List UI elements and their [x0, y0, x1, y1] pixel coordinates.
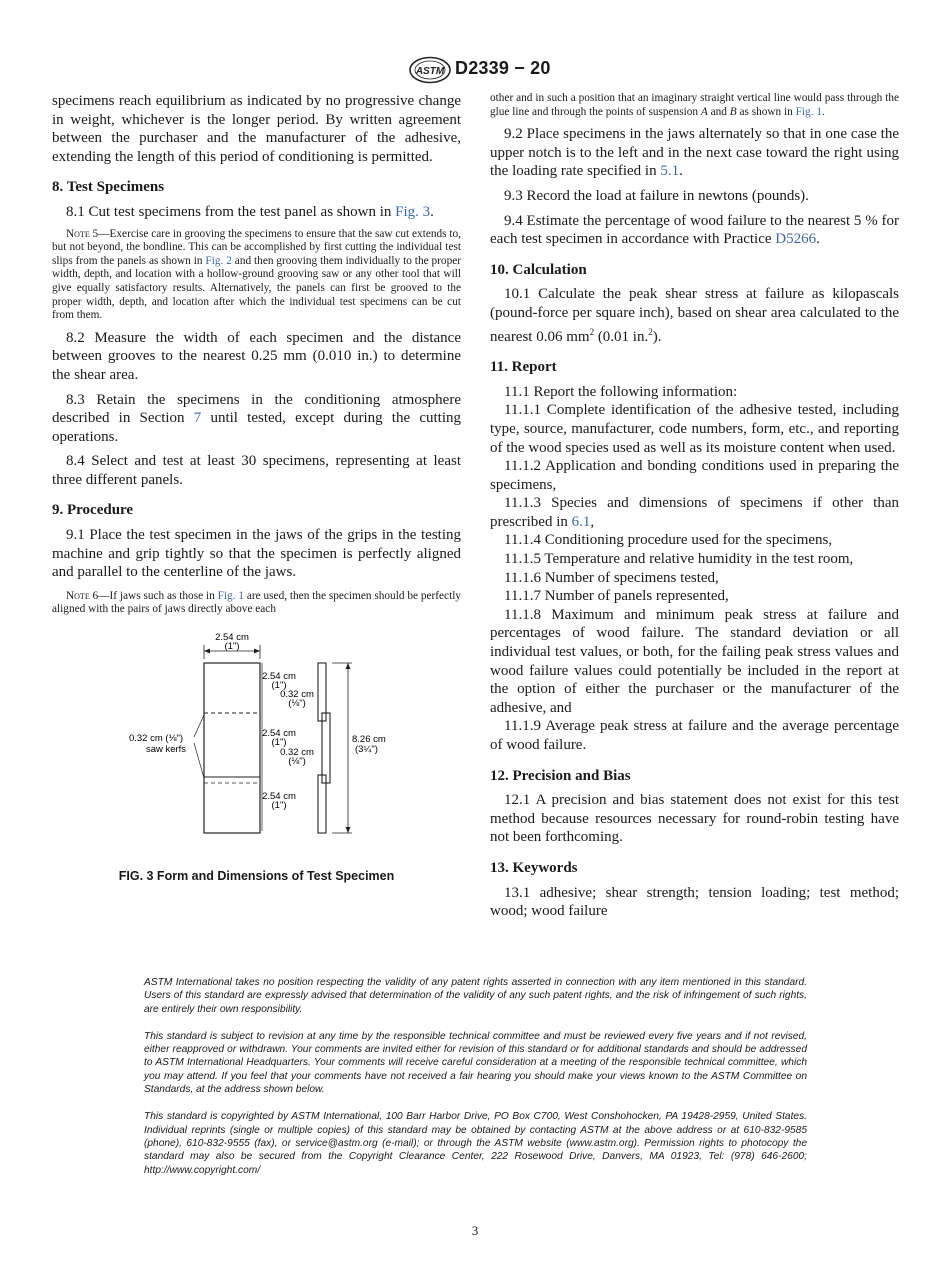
paragraph-11-1-2: 11.1.2 Application and bonding conditions used in preparing the specimens,: [490, 458, 899, 493]
profile-mid: [322, 713, 330, 783]
page-header: [0, 56, 950, 86]
paragraph-11-1-8: 11.1.8 Maximum and minimum peak stress at failure and percentages of wood failure. The standard deviation or all individual test values, or both, for the failing peak stress values and wood failure values could potentially be included in the report at the option of either the purchaser or the manufacturer of the adhesive, and: [490, 606, 899, 716]
paragraph-9-4-text: 9.4 Estimate the percentage of wood failure to the nearest 5 % for each test specimen in accordance with Practice: [490, 212, 899, 248]
paragraph-11-1: 11.1 Report the following information:: [504, 383, 738, 400]
section-9-heading: 9. Procedure: [52, 502, 134, 519]
paragraph-8-2: 8.2 Measure the width of each specimen and the distance between grooves to the nearest 0.25 mm (0.010 in.) to determine the shear area.: [52, 329, 461, 383]
note-6-cont-and: and: [707, 105, 730, 118]
paragraph-11-1-7: 11.1.7 Number of panels represented,: [504, 588, 729, 605]
paragraph-8-3: [52, 391, 461, 447]
dim-seg1-cm: 2.54 cm: [262, 671, 296, 683]
page-number: 3: [471, 1223, 479, 1238]
paragraph-8-1: [52, 203, 461, 222]
paragraph-11-1-3-end: ,: [590, 513, 595, 530]
paragraph-8-3-text-a: 8.3 Retain the specimens in the conditioning atmosphere described in Section: [52, 391, 461, 427]
dim-total-in: (3¼"): [355, 744, 378, 756]
dim-seg3-cm: 2.54 cm: [262, 791, 296, 803]
paragraph-8-1-text: 8.1 Cut test specimens from the test panel as shown in: [66, 203, 396, 220]
note-6-cont-text-b: as shown in: [736, 105, 796, 118]
dim-seg2-cm: 2.54 cm: [262, 728, 296, 740]
astm-logo-icon: [408, 56, 452, 84]
section-12-heading: 12. Precision and Bias: [490, 767, 631, 784]
paragraph-9-2: [490, 125, 899, 181]
note-6-continued: [490, 92, 899, 119]
paragraph-9-4-end: .: [816, 231, 820, 248]
section-10-heading: 10. Calculation: [490, 261, 587, 278]
link-fig-1-cont[interactable]: Fig. 1: [795, 105, 823, 118]
dim-kerf1-in: (⅛"): [288, 698, 306, 710]
figure-caption: FIG. 3 Form and Dimensions of Test Specimen: [118, 869, 395, 884]
footer-notice: [144, 976, 807, 1191]
dim-width-in: (1"): [224, 641, 240, 653]
note-5-label: Note 5: [66, 227, 99, 240]
superscript-in2: 2: [648, 326, 653, 337]
link-5-1[interactable]: 5.1: [660, 163, 680, 180]
link-6-1[interactable]: 6.1: [571, 513, 591, 530]
paragraph-10-1-end: ).: [652, 328, 662, 345]
point-a: A: [700, 105, 708, 118]
note-6-cont-end: .: [822, 105, 825, 118]
section-8-heading: 8. Test Specimens: [52, 179, 165, 196]
note-6-cont-text-a: other and in such a position that an imaginary straight vertical line would pass through the glue line and through the points of suspension: [490, 92, 899, 118]
paragraph-9-4: [490, 212, 899, 249]
dim-kerf2-in: (⅛"): [288, 756, 306, 768]
note-6: [52, 590, 461, 617]
link-d5266[interactable]: D5266: [775, 231, 817, 248]
paragraph-10-1-text-a: 10.1 Calculate the peak shear stress at failure as kilopascals (pound-force per square inch), based on shear area calculated to the nearest 0.06 mm: [490, 286, 899, 345]
section-11-heading: 11. Report: [490, 359, 557, 376]
paragraph-8-1-end: .: [430, 203, 434, 220]
link-fig-3[interactable]: Fig. 3: [395, 203, 431, 220]
dim-kerf2-cm: 0.32 cm: [280, 747, 314, 759]
standard-designation: D2339 − 20: [455, 58, 551, 78]
note-5: [52, 228, 461, 323]
dim-seg2-in: (1"): [271, 737, 287, 749]
note-6-text-b: are used, then the specimen should be perfectly aligned with the pairs of jaws directly above each: [52, 589, 461, 616]
paragraph-11-1-6: 11.1.6 Number of specimens tested,: [504, 569, 719, 586]
dim-seg3-in: (1"): [271, 800, 287, 812]
note-6-label: Note 6: [66, 589, 99, 602]
figure-3: [52, 631, 461, 863]
paragraph-9-1: 9.1 Place the test specimen in the jaws of the grips in the testing machine and grip tightly so that the specimen is perfectly aligned and parallel to the centerline of the jaws.: [52, 527, 461, 581]
paragraph-11-1-9: 11.1.9 Average peak stress at failure and the average percentage of wood failure.: [490, 718, 899, 753]
profile-top: [318, 663, 326, 721]
footer-copyright-notice: This standard is copyrighted by ASTM International, 100 Barr Harbor Drive, PO Box C700, West Conshohocken, PA 19428-2959, United States. Individual reprints (single or multiple copies) of this standard may be obtained by contacting ASTM at the above address or at 610-832-9585 (phone), 610-832-9555 (fax), or service@astm.org (e-mail); or through the ASTM website (www.astm.org). Permission rights to photocopy the standard may also be secured from the Copyright Clearance Center, 222 Rosewood Drive, Danvers, MA 01923, Tel: (978) 646-2600; http://www.copyright.com/: [144, 1111, 807, 1176]
note-5-text-b: and then grooving them individually to the proper width, depth, and location with a hollow-ground grooving saw or any other tool that will give equally satisfactory results. Alternatively, the panels can first be grooved to the proper width, depth, and location after which the individual test specimens can be cut from them.: [52, 254, 461, 322]
paragraph-13-1: 13.1 adhesive; shear strength; tension loading; test method; wood; wood failure: [490, 884, 899, 920]
dim-width-cm: 2.54 cm: [215, 632, 249, 644]
profile-bottom: [318, 775, 326, 833]
paragraph-11-1-1: 11.1.1 Complete identification of the adhesive tested, including type, source, manufacturer, code numbers, form, etc., and reporting of the wood species used as well as its moisture content when used.: [490, 402, 899, 456]
svg-text:ASTM: ASTM: [415, 66, 445, 77]
section-13-heading: 13. Keywords: [490, 859, 578, 876]
point-b: B: [729, 105, 737, 118]
right-column: [490, 92, 899, 921]
note-6-text-a: —If jaws such as those in: [98, 589, 218, 602]
paragraph-10-1: [490, 285, 899, 346]
paragraph-11-1-3: [490, 494, 899, 531]
link-fig-1[interactable]: Fig. 1: [217, 589, 245, 602]
paragraph-11-1-3-text: 11.1.3 Species and dimensions of specimens if other than prescribed in: [490, 495, 899, 530]
paragraph-9-2-text: 9.2 Place specimens in the jaws alternately so that in one case the upper notch is to the left and in the next case toward the right using the loading rate specified in: [490, 126, 899, 180]
footer-revision-notice: This standard is subject to revision at any time by the responsible technical committee and must be reviewed every five years and if not revised, either reapproved or withdrawn. Your comments are invited either for revision of this standard or for additional standards and should be addressed to ASTM International Headquarters. Your comments will receive careful consideration at a meeting of the responsible technical committee, which you may attend. If you feel that your comments have not received a fair hearing you should make your views known to the ASTM Committee on Standards, at the address shown below.: [144, 1030, 807, 1096]
intro-paragraph: specimens reach equilibrium as indicated by no progressive change in weight, whichever is the longer period. By written agreement between the purchaser and the manufacturer of the adhesive, extending the length of this period of conditioning is permitted.: [52, 93, 461, 165]
paragraph-8-3-text-b: until tested, except during the cutting operations.: [52, 410, 461, 445]
paragraph-9-2-end: .: [679, 163, 683, 180]
dim-total-cm: 8.26 cm: [352, 734, 386, 746]
saw-kerfs-label: saw kerfs: [145, 744, 187, 756]
paragraph-11-1-5: 11.1.5 Temperature and relative humidity in the test room,: [504, 551, 854, 568]
left-column: [52, 92, 461, 886]
specimen-diagram: [52, 631, 461, 863]
paragraph-10-1-text-b: (0.01 in.: [594, 328, 649, 345]
paragraph-9-3: 9.3 Record the load at failure in newtons (pounds).: [504, 187, 809, 204]
specimen-body: [204, 663, 260, 833]
paragraph-8-4: 8.4 Select and test at least 30 specimens, representing at least three different panels.: [52, 453, 461, 488]
link-section-7[interactable]: 7: [193, 410, 202, 427]
note-5-text-a: —Exercise care in grooving the specimens to ensure that the saw cut extends to, but not beyond, the bondline. This can be accomplished by first cutting the individual test slips from the panels as shown in: [52, 227, 461, 267]
saw-kerfs-size: 0.32 cm (⅛"): [128, 733, 184, 745]
superscript-mm2: 2: [589, 326, 595, 337]
dim-kerf1-cm: 0.32 cm: [280, 689, 314, 701]
dim-seg1-in: (1"): [271, 680, 287, 692]
footer-patent-notice: ASTM International takes no position respecting the validity of any patent rights asserted in connection with any item mentioned in this standard. Users of this standard are expressly advised that determination of the validity of any such patent rights, and the risk of infringement of such rights, are entirely their own responsibility.: [144, 977, 807, 1015]
link-fig-2[interactable]: Fig. 2: [205, 254, 232, 267]
paragraph-11-1-4: 11.1.4 Conditioning procedure used for the specimens,: [504, 532, 833, 549]
paragraph-12-1: 12.1 A precision and bias statement does not exist for this test method because resources necessary for round-robin testing have not been forthcoming.: [490, 792, 899, 846]
